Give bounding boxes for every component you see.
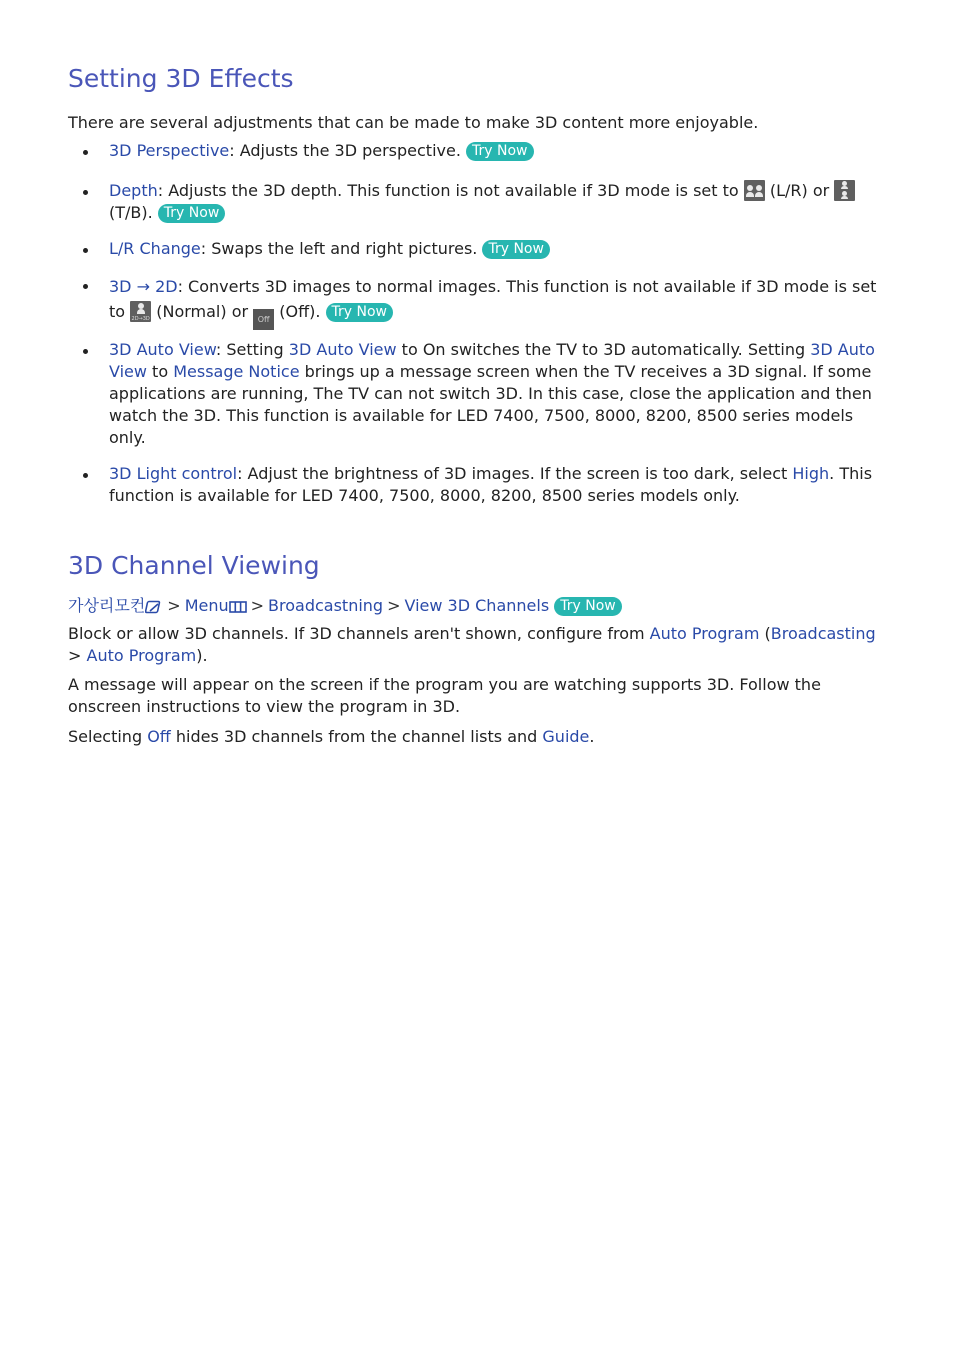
paragraph-text: Block or allow 3D channels. If 3D channels aren't shown, configure from [68,624,650,643]
breadcrumb-remote[interactable]: 가상리모컨 [68,596,146,615]
list-item-lr-change [68,238,888,260]
item-text: to On switches the TV to 3D automatically. Setting [396,340,811,359]
term-high[interactable]: High [792,464,830,483]
breadcrumb-menu[interactable]: Menu [184,596,229,615]
breadcrumb-separator: > [387,596,401,615]
term-message-notice[interactable]: Message Notice [173,362,300,381]
paragraph-text: > [68,646,87,665]
term-lr-change[interactable]: L/R Change [109,239,201,258]
try-now-button[interactable]: Try Now [554,597,621,616]
item-text: : Swaps the left and right pictures. [200,239,483,258]
term-auto-program[interactable]: Auto Program [86,646,197,665]
item-text: : Converts 3D images to normal images. This function is not available if 3D mode is set to [109,277,877,321]
menu-icon [229,600,247,614]
term-guide[interactable]: Guide [542,727,590,746]
item-text: : Adjusts the 3D perspective. [229,141,467,160]
term-3d-light-control[interactable]: 3D Light control [109,464,238,483]
item-text: (Normal) or [151,302,254,321]
term-depth[interactable]: Depth [109,181,158,200]
breadcrumb-broadcasting[interactable]: Broadcastning [268,596,384,615]
item-text: (L/R) or [764,181,835,200]
breadcrumb-view-3d-channels[interactable]: View 3D Channels [404,596,550,615]
paragraph-text: . [589,727,595,746]
off-icon: Off [253,309,274,330]
breadcrumb-separator: > [250,596,265,615]
settings-list [68,140,888,507]
page [68,62,888,748]
breadcrumb [68,595,888,617]
paragraph-text: ( [759,624,771,643]
paragraph-text: Selecting [68,727,148,746]
3d-tb-icon [834,180,855,201]
breadcrumb-separator: > [167,596,181,615]
item-text: to [146,362,174,381]
try-now-button[interactable]: Try Now [482,240,549,259]
section-title-3d-channel-viewing: 3D Channel Viewing [68,551,320,580]
term-3d-perspective[interactable]: 3D Perspective [109,141,230,160]
item-text: (Off). [274,302,326,321]
intro-text: There are several adjustments that can be made to make 3D content more enjoyable. [68,113,759,132]
paragraph-text: hides 3D channels from the channel lists and [170,727,543,746]
term-broadcasting[interactable]: Broadcasting [770,624,876,643]
item-text: (T/B). [109,203,158,222]
term-off[interactable]: Off [147,727,171,746]
item-text: : Adjusts the 3D depth. This function is not available if 3D mode is set to [157,181,744,200]
remote-icon [145,600,163,614]
try-now-button[interactable]: Try Now [466,142,533,161]
section-title-setting-3d-effects: Setting 3D Effects [68,64,294,93]
paragraph-text: ). [196,646,208,665]
list-item-3d-to-2d [68,274,888,330]
3d-lr-icon [744,180,765,201]
try-now-button[interactable]: Try Now [158,204,225,223]
term-auto-program[interactable]: Auto Program [649,624,760,643]
paragraph-selecting-off [68,726,888,748]
list-item-3d-light-control [68,463,888,507]
try-now-button[interactable]: Try Now [326,303,393,322]
list-item-depth [68,180,888,224]
term-3d-auto-view[interactable]: 3D Auto View [109,340,875,381]
2d-to-3d-icon-label: 2D→3D [131,316,150,322]
item-text: brings up a message screen when the TV receives a 3D signal. If some applications are running, The TV can not switch 3D. In this case, close the application and then watch the 3D. This function is available for LED 7400, 7500, 8000, 8200, 8500 series models only. [109,362,872,447]
term-3d-auto-view[interactable]: 3D Auto View [109,340,216,359]
list-item-3d-auto-view [68,339,888,449]
arrow-icon: → [131,277,156,296]
term-3d-auto-view[interactable]: 3D Auto View [288,340,397,359]
2d-to-3d-icon [130,301,151,322]
item-text: . This function is available for LED 7400, 7500, 8000, 8200, 8500 series models only. [109,464,873,505]
term-3d[interactable]: 3D [109,277,132,296]
paragraph-message: A message will appear on the screen if the program you are watching supports 3D. Follow the onscreen instructions to view the program in 3D. [68,675,821,716]
paragraph-block-allow [68,623,888,667]
list-item-3d-perspective [68,140,888,162]
item-text: : Adjust the brightness of 3D images. If the screen is too dark, select [237,464,793,483]
term-2d[interactable]: 2D [155,277,178,296]
item-text: : Setting [215,340,289,359]
